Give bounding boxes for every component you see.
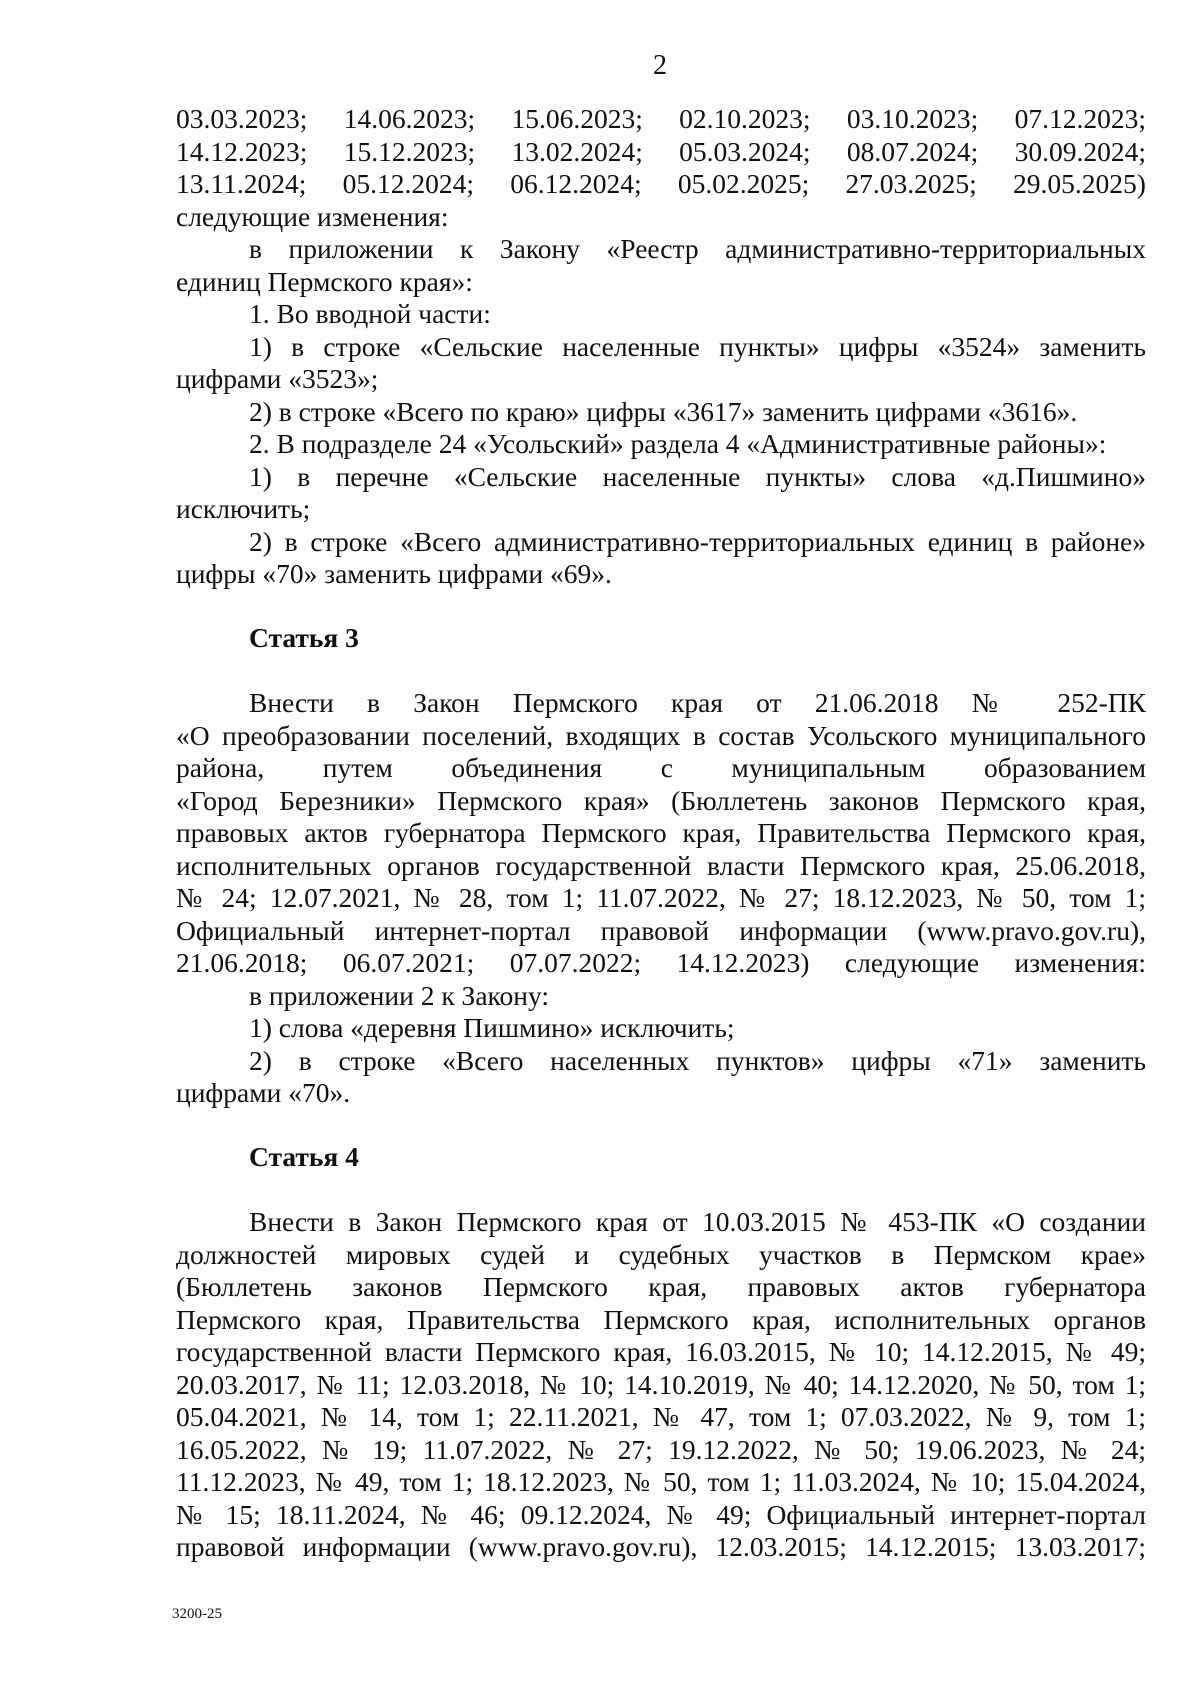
date-row — [176, 136, 1146, 169]
text-line: 05.04.2021, № 14, том 1; 22.11.2021, № 47, том 1; 07.03.2022, № 9, том 1; — [176, 1401, 1146, 1432]
text-line: 11.12.2023, № 49, том 1; 18.12.2023, № 50, том 1; 11.03.2024, № 10; 15.04.2024, — [176, 1466, 1146, 1497]
text-line: правовой информации (www.pravo.gov.ru), 12.03.2015; 14.12.2015; 13.03.2017; — [176, 1531, 1146, 1562]
date-cell: 03.03.2023; — [176, 103, 308, 134]
text-line: Внести в Закон Пермского края от 21.06.2018 № 252-ПК — [249, 687, 1146, 718]
text-line: 16.05.2022, № 19; 11.07.2022, № 27; 19.12.2022, № 50; 19.06.2023, № 24; — [176, 1433, 1146, 1465]
text-line: исполнительных органов государственной власти Пермского края, 25.06.2018, — [176, 849, 1146, 881]
date-cell: 05.12.2024; — [342, 168, 474, 199]
article-4 — [176, 1141, 1146, 1174]
text-line: 2. В подразделе 24 «Усольский» раздела 4 «Административные районы»: — [249, 428, 1107, 459]
text-line: 2) в строке «Всего по краю» цифры «3617» заменить цифрами «3616». — [249, 395, 1078, 427]
text-line: цифрами «3523»; — [176, 363, 379, 394]
text-line: 1) слова «деревня Пишмино» исключить; — [249, 1012, 735, 1043]
date-cell: 05.02.2025; — [677, 168, 810, 199]
article-heading: Статья 4 — [249, 1141, 359, 1172]
text-line: 21.06.2018; 06.07.2021; 07.07.2022; 14.12.2023) следующие изменения: — [176, 947, 1146, 978]
date-cell: 15.12.2023; — [343, 135, 476, 167]
text-line: 1) в строке «Сельские населенные пункты» цифры «3524» заменить — [249, 330, 1146, 362]
date-cell: 06.12.2024; — [510, 168, 642, 199]
date-cell: 05.03.2024; — [679, 135, 811, 167]
date-cell: 15.06.2023; — [511, 103, 643, 134]
article-3-body — [176, 687, 1146, 1110]
date-rows — [176, 103, 1146, 591]
date-cell: 03.10.2023; — [846, 103, 979, 134]
document-code: 3200-25 — [172, 1606, 222, 1622]
text-line: должностей мировых судей и судебных участков в Пермском крае» — [176, 1238, 1146, 1270]
article-4-body — [176, 1206, 1146, 1564]
text-line: единиц Пермского края»: — [176, 265, 473, 297]
text-line: Внести в Закон Пермского края от 10.03.2015 № 453-ПК «О создании — [249, 1206, 1146, 1237]
date-cell: 13.11.2024; — [176, 168, 307, 199]
text-line: № 15; 18.11.2024, № 46; 09.12.2024, № 49; Официальный интернет-портал — [176, 1498, 1146, 1530]
date-cell: 07.12.2023; — [1014, 103, 1146, 134]
text-line: в приложении к Закону «Реестр административно-территориальных — [249, 233, 1146, 264]
text-line: Официальный интернет-портал правовой информации (www.pravo.gov.ru), — [176, 914, 1146, 946]
text-line: исключить; — [176, 493, 311, 524]
text-line: 20.03.2017, № 11; 12.03.2018, № 10; 14.10.2019, № 40; 14.12.2020, № 50, том 1; — [176, 1368, 1146, 1400]
text-line: района, путем объединения с муниципальным образованием — [176, 752, 1146, 783]
page-number: 2 — [653, 50, 667, 81]
text-line: государственной власти Пермского края, 16.03.2015, № 10; 14.12.2015, № 49; — [176, 1336, 1146, 1367]
text-line: «О преобразовании поселений, входящих в состав Усольского муниципального — [176, 719, 1146, 751]
date-row — [176, 103, 1146, 136]
text-line: (Бюллетень законов Пермского края, правовых актов губернатора — [176, 1271, 1146, 1302]
article-3 — [176, 622, 1146, 655]
date-row — [176, 168, 1146, 201]
article-heading: Статья 3 — [249, 622, 359, 653]
text-line: № 24; 12.07.2021, № 28, том 1; 11.07.2022, № 27; 18.12.2023, № 50, том 1; — [176, 882, 1146, 913]
date-cell: 27.03.2025; — [845, 168, 977, 199]
date-cell: 14.06.2023; — [343, 103, 476, 134]
text-line: цифрами «70». — [176, 1077, 351, 1108]
date-cell: 13.02.2024; — [511, 135, 643, 167]
text-line: Пермского края, Правительства Пермского края, исполнительных органов — [176, 1303, 1146, 1335]
text-line: 1. Во вводной части: — [249, 298, 491, 329]
text-line: 2) в строке «Всего административно-территориальных единиц в районе» — [249, 525, 1146, 557]
text-line: правовых актов губернатора Пермского края, Правительства Пермского края, — [176, 817, 1146, 848]
date-cell: 08.07.2024; — [846, 135, 979, 167]
text-line: 1) в перечне «Сельские населенные пункты» слова «д.Пишмино» — [249, 460, 1146, 492]
date-cell: 30.09.2024; — [1014, 135, 1146, 167]
text-line: «Город Березники» Пермского края» (Бюллетень законов Пермского края, — [176, 784, 1146, 816]
text-line: следующие изменения: — [176, 200, 449, 232]
text-line: в приложении 2 к Закону: — [249, 979, 550, 1011]
date-cell: 02.10.2023; — [679, 103, 811, 134]
text-line: 2) в строке «Всего населенных пунктов» цифры «71» заменить — [249, 1044, 1146, 1076]
text-line: цифры «70» заменить цифрами «69». — [176, 558, 612, 589]
date-cell: 14.12.2023; — [176, 135, 308, 167]
date-cell: 29.05.2025) — [1013, 168, 1146, 199]
